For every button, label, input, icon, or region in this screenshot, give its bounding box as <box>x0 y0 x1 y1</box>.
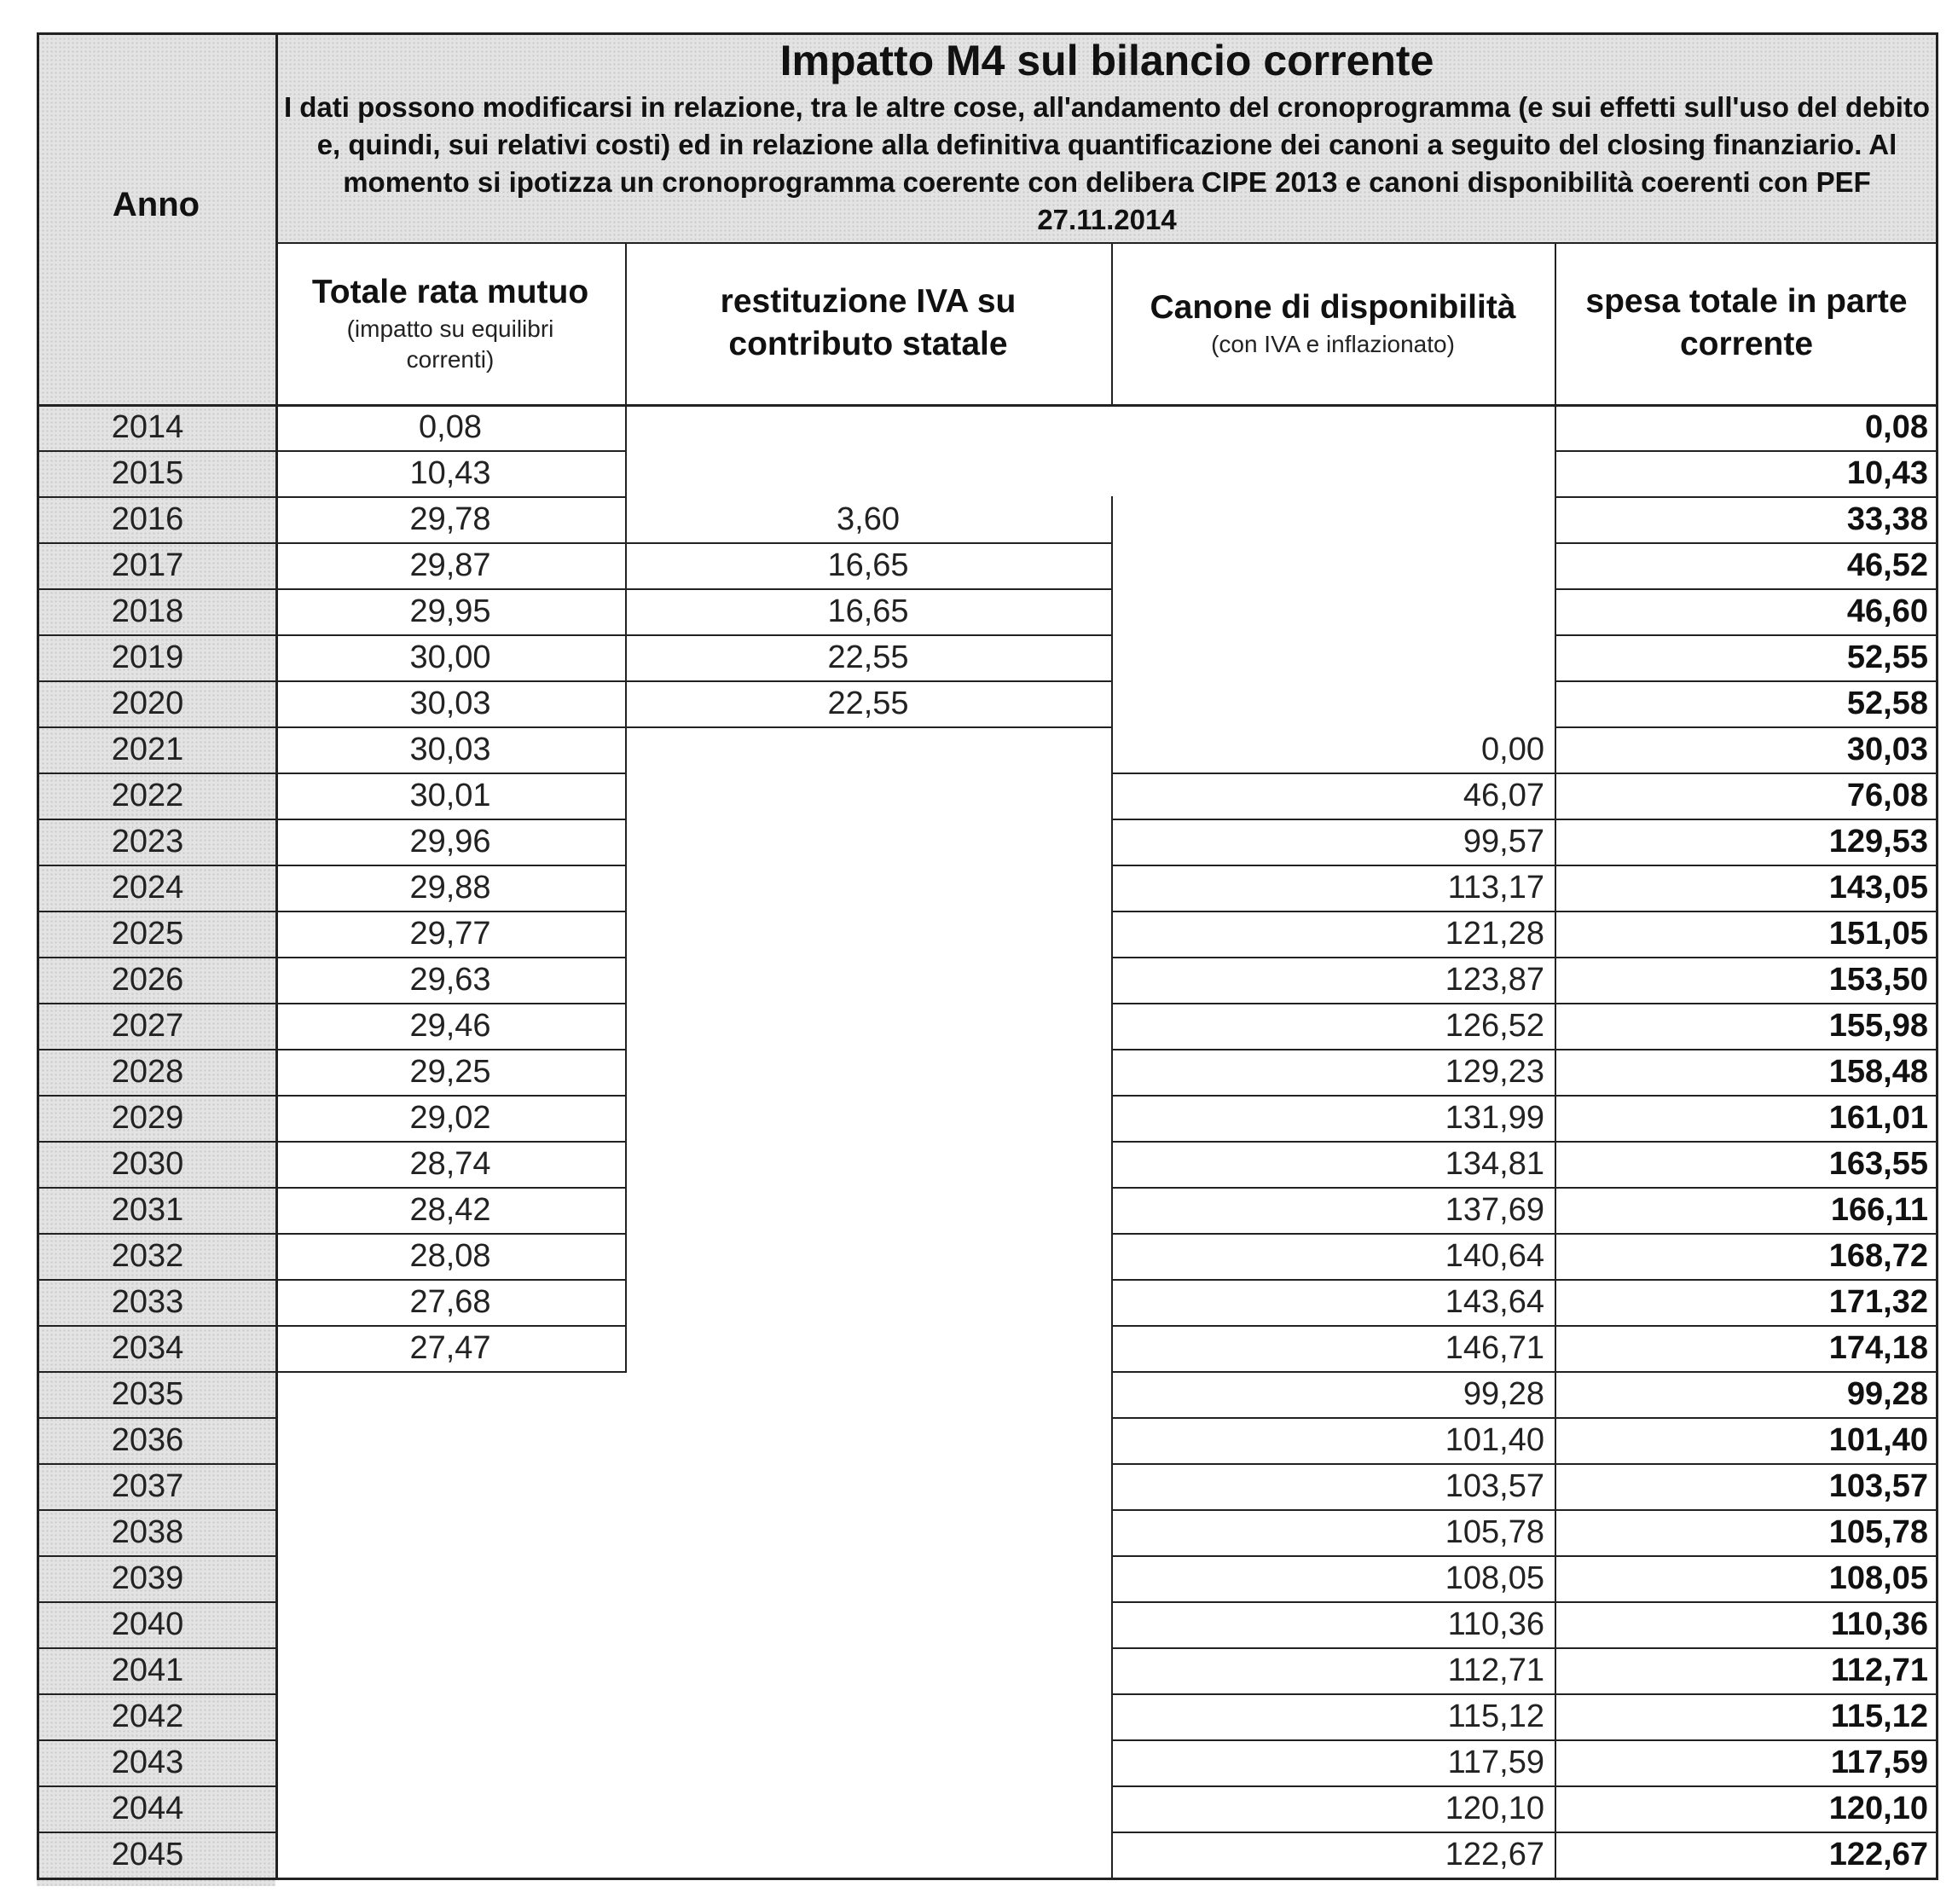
budget-impact-table <box>37 32 1938 1886</box>
cell-divider-iva <box>625 726 627 774</box>
year-cell: 2031 <box>111 1191 184 1228</box>
cell-divider-iva <box>625 1141 627 1189</box>
canone-cell: 0,00 <box>1481 731 1544 767</box>
mutuo-cell: 29,77 <box>409 915 491 952</box>
cell-divider-mutuo <box>275 1601 277 1649</box>
year-cell: 2035 <box>111 1375 184 1412</box>
spesa-cell: 171,32 <box>1828 1283 1928 1320</box>
spesa-cell: 158,48 <box>1828 1053 1928 1090</box>
year-cell: 2027 <box>111 1007 184 1044</box>
header-iva-title: restituzione IVA su contributo statale <box>720 283 1017 362</box>
year-cell: 2021 <box>111 731 184 767</box>
canone-cell: 121,28 <box>1445 915 1544 952</box>
table-subtitle: I dati possono modificarsi in relazione, tra le altre cose, all'andamento del cronoprogramma (e sui effetti sull'uso del debito e, quindi, sui relativi costi) ed in relazione alla definitiva quantificazione dei canoni a seguito del closing finanziario. Al momento si ipotizza un cronoprogramma coerente con delibera CIPE 2013 e canoni disponibilità coerenti con PEF 27.11.2014 <box>283 91 1931 235</box>
table-border-top <box>37 32 1938 35</box>
mutuo-cell: 30,03 <box>409 731 491 767</box>
row-divider-mutuo <box>275 1371 625 1373</box>
header-mutuo <box>275 242 625 404</box>
header-canone-note: (con IVA e inflazionato) <box>1211 331 1455 357</box>
canone-cell: 129,23 <box>1445 1053 1544 1090</box>
cell-divider-canone <box>1111 542 1113 590</box>
header-column-divider <box>1111 242 1113 404</box>
spesa-cell: 99,28 <box>1846 1375 1928 1412</box>
iva-cell: 3,60 <box>837 501 900 537</box>
header-mutuo-title: Totale rata mutuo <box>311 274 589 310</box>
year-cell: 2017 <box>111 547 184 583</box>
mutuo-cell: 29,78 <box>409 501 491 537</box>
spesa-cell: 122,67 <box>1828 1836 1928 1872</box>
year-cell: 2024 <box>111 869 184 906</box>
canone-cell: 146,71 <box>1445 1329 1544 1366</box>
year-cell: 2039 <box>111 1560 184 1596</box>
cell-divider-iva <box>625 404 627 452</box>
canone-cell: 123,87 <box>1445 961 1544 998</box>
cell-divider-mutuo <box>275 1785 277 1833</box>
cell-divider-mutuo <box>275 1693 277 1741</box>
header-spesa <box>1555 242 1938 404</box>
cell-divider-iva <box>625 450 627 498</box>
spesa-cell: 117,59 <box>1830 1744 1928 1780</box>
mutuo-cell: 27,47 <box>409 1329 491 1366</box>
spesa-cell: 143,05 <box>1828 869 1928 906</box>
canone-cell: 99,28 <box>1463 1375 1544 1412</box>
spesa-cell: 166,11 <box>1830 1191 1928 1228</box>
cell-divider-iva <box>625 1187 627 1235</box>
canone-cell: 99,57 <box>1463 823 1544 859</box>
canone-cell: 122,67 <box>1445 1836 1544 1872</box>
year-cell: 2040 <box>111 1606 184 1642</box>
mutuo-cell: 30,01 <box>409 777 491 813</box>
year-cell: 2023 <box>111 823 184 859</box>
cell-divider-canone <box>1111 634 1113 682</box>
year-cell: 2014 <box>111 408 184 445</box>
year-cell: 2033 <box>111 1283 184 1320</box>
mutuo-cell: 28,74 <box>409 1145 491 1182</box>
spesa-cell: 76,08 <box>1846 777 1928 813</box>
spesa-cell: 163,55 <box>1828 1145 1928 1182</box>
spesa-cell: 168,72 <box>1828 1237 1928 1274</box>
canone-cell: 112,71 <box>1447 1652 1544 1688</box>
year-cell: 2034 <box>111 1329 184 1366</box>
spesa-cell: 103,57 <box>1828 1467 1928 1504</box>
mutuo-cell: 29,46 <box>409 1007 491 1044</box>
mutuo-cell: 29,88 <box>409 869 491 906</box>
canone-cell: 113,17 <box>1447 869 1544 906</box>
cell-divider-iva <box>625 773 627 820</box>
cell-divider-mutuo <box>275 1463 277 1511</box>
mutuo-cell: 29,02 <box>409 1099 491 1136</box>
year-cell: 2016 <box>111 501 184 537</box>
year-cell: 2037 <box>111 1467 184 1504</box>
anno-header: Anno <box>112 186 200 223</box>
mutuo-cell: 29,87 <box>409 547 491 583</box>
header-iva <box>625 242 1111 404</box>
year-cell: 2025 <box>111 915 184 952</box>
cell-divider-iva <box>625 1279 627 1327</box>
cell-divider-mutuo <box>275 1555 277 1603</box>
year-cell: 2042 <box>111 1698 184 1734</box>
cell-divider-mutuo <box>275 1371 277 1419</box>
cell-divider-iva <box>625 1095 627 1143</box>
year-cell: 2020 <box>111 685 184 721</box>
mutuo-cell: 27,68 <box>409 1283 491 1320</box>
cell-divider-mutuo <box>275 1647 277 1695</box>
spesa-cell: 115,12 <box>1830 1698 1928 1734</box>
cell-divider-iva <box>625 865 627 912</box>
canone-cell: 115,12 <box>1447 1698 1544 1734</box>
canone-cell: 120,10 <box>1445 1790 1544 1826</box>
year-cell: 2036 <box>111 1421 184 1458</box>
spesa-cell: 108,05 <box>1828 1560 1928 1596</box>
header-mutuo-note: (impatto su equilibri correnti) <box>346 315 554 373</box>
year-cell: 2041 <box>111 1652 184 1688</box>
mutuo-cell: 10,43 <box>409 454 491 491</box>
year-cell: 2018 <box>111 593 184 629</box>
header-column-divider <box>1555 242 1556 404</box>
year-cell: 2015 <box>111 454 184 491</box>
canone-cell: 103,57 <box>1445 1467 1544 1504</box>
spesa-cell: 153,50 <box>1828 961 1928 998</box>
header-column-divider <box>625 242 627 404</box>
spesa-cell: 30,03 <box>1846 731 1928 767</box>
spesa-cell: 112,71 <box>1830 1652 1928 1688</box>
cell-divider-iva <box>625 957 627 1004</box>
cell-divider-canone <box>1111 496 1113 544</box>
year-cell: 2019 <box>111 639 184 675</box>
header-canone-title: Canone di disponibilità <box>1150 289 1516 326</box>
header-band-divider <box>275 242 1938 244</box>
spesa-cell: 101,40 <box>1828 1421 1928 1458</box>
mutuo-cell: 28,08 <box>409 1237 491 1274</box>
canone-cell: 108,05 <box>1445 1560 1544 1596</box>
row-divider-spesa <box>1555 1878 1938 1879</box>
spesa-cell: 52,58 <box>1846 685 1928 721</box>
canone-cell: 110,36 <box>1447 1606 1544 1642</box>
canone-cell: 140,64 <box>1445 1237 1544 1274</box>
row-divider-iva <box>625 726 1111 728</box>
spesa-cell: 174,18 <box>1828 1329 1928 1366</box>
spesa-cell: 33,38 <box>1846 501 1928 537</box>
spesa-cell: 110,36 <box>1830 1606 1928 1642</box>
spesa-cell: 105,78 <box>1828 1513 1928 1550</box>
header-canone <box>1111 242 1555 404</box>
iva-cell: 16,65 <box>827 547 909 583</box>
row-divider-canone <box>1111 1878 1555 1879</box>
canone-cell: 101,40 <box>1445 1421 1544 1458</box>
mutuo-cell: 30,03 <box>409 685 491 721</box>
canone-cell: 137,69 <box>1445 1191 1544 1228</box>
cell-divider-mutuo <box>275 1739 277 1787</box>
mutuo-cell: 29,63 <box>409 961 491 998</box>
spesa-cell: 129,53 <box>1828 823 1928 859</box>
spesa-cell: 161,01 <box>1828 1099 1928 1136</box>
canone-cell: 143,64 <box>1445 1283 1544 1320</box>
year-cell: 2043 <box>111 1744 184 1780</box>
year-cell: 2045 <box>111 1836 184 1872</box>
mutuo-cell: 29,96 <box>409 823 491 859</box>
table-title: Impatto M4 sul bilancio corrente <box>779 37 1434 84</box>
spesa-cell: 10,43 <box>1846 454 1928 491</box>
cell-divider-iva <box>625 911 627 958</box>
cell-divider-iva <box>625 1049 627 1097</box>
mutuo-cell: 30,00 <box>409 639 491 675</box>
iva-cell: 22,55 <box>827 639 909 675</box>
row-divider-anno <box>37 1878 278 1879</box>
year-cell: 2022 <box>111 777 184 813</box>
cell-divider-iva <box>625 819 627 866</box>
cell-divider-iva <box>625 1325 627 1373</box>
mutuo-cell: 28,42 <box>409 1191 491 1228</box>
year-cell: 2030 <box>111 1145 184 1182</box>
spesa-cell: 151,05 <box>1828 915 1928 952</box>
cell-divider-iva <box>625 1003 627 1050</box>
mutuo-cell: 0,08 <box>419 408 482 445</box>
cell-divider-canone <box>1111 680 1113 728</box>
spesa-cell: 52,55 <box>1846 639 1928 675</box>
canone-cell: 105,78 <box>1445 1513 1544 1550</box>
iva-cell: 22,55 <box>827 685 909 721</box>
year-cell: 2044 <box>111 1790 184 1826</box>
spesa-cell: 155,98 <box>1828 1007 1928 1044</box>
iva-cell: 16,65 <box>827 593 909 629</box>
canone-cell: 126,52 <box>1445 1007 1544 1044</box>
cell-divider-mutuo <box>275 1832 277 1879</box>
header-spesa-title: spesa totale in parte corrente <box>1585 283 1908 362</box>
mutuo-cell: 29,95 <box>409 593 491 629</box>
year-cell: 2032 <box>111 1237 184 1274</box>
cell-divider-canone <box>1111 588 1113 636</box>
year-cell: 2038 <box>111 1513 184 1550</box>
spesa-cell: 120,10 <box>1828 1790 1928 1826</box>
year-cell: 2026 <box>111 961 184 998</box>
mutuo-cell: 29,25 <box>409 1053 491 1090</box>
cell-divider-iva <box>625 1233 627 1281</box>
spesa-cell: 46,52 <box>1846 547 1928 583</box>
cell-divider-mutuo <box>275 1509 277 1557</box>
year-cell: 2028 <box>111 1053 184 1090</box>
canone-cell: 134,81 <box>1445 1145 1544 1182</box>
canone-cell: 131,99 <box>1445 1099 1544 1136</box>
canone-cell: 117,59 <box>1447 1744 1544 1780</box>
spesa-cell: 0,08 <box>1865 408 1928 445</box>
cell-divider-mutuo <box>275 1417 277 1465</box>
spesa-cell: 46,60 <box>1846 593 1928 629</box>
year-cell: 2029 <box>111 1099 184 1136</box>
canone-cell: 46,07 <box>1463 777 1544 813</box>
